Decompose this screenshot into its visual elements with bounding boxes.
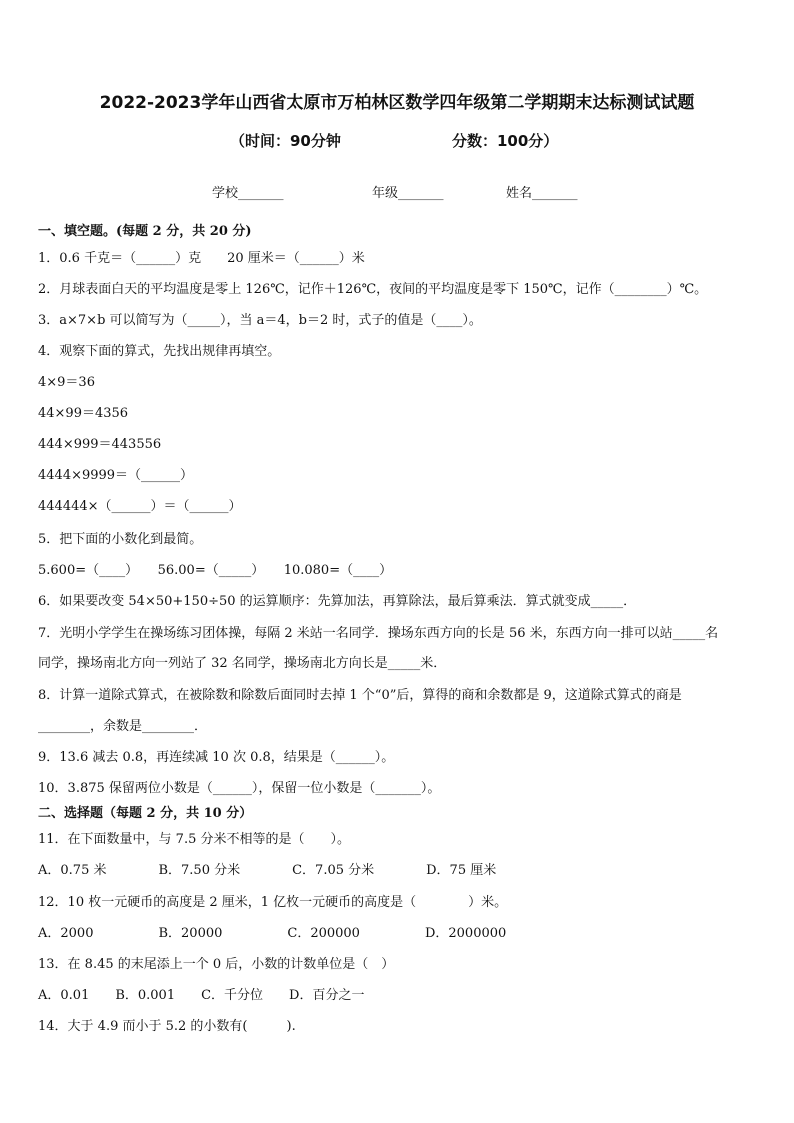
question-line: 11．在下面数量中，与 7.5 分米不相等的是（ ）。 [38,832,350,847]
section-heading: 二、选择题（每题 2 分，共 10 分） [38,806,253,821]
question-line: 13．在 8.45 的末尾添上一个 0 后，小数的计数单位是（ ） [38,957,395,972]
question-line: 1．0.6 千克＝（______）克 20 厘米＝（______）米 [38,251,365,266]
grade-field: 年级_______ [372,186,444,201]
question-line: A．2000 B．20000 C．200000 D．2000000 [38,926,507,941]
question-line: 2．月球表面白天的平均温度是零上 126℃，记作＋126℃，夜间的平均温度是零下 150℃，记作（________）℃。 [38,282,708,297]
question-line: 8．计算一道除式算式，在被除数和除数后面同时去掉 1 个“0”后，算得的商和余数都是 9，这道除式算式的商是 [38,688,682,703]
question-line: A．0.01 B．0.001 C．千分位 D．百分之一 [38,988,365,1003]
question-line: 44×99＝4356 [38,406,129,421]
question-line: 4．观察下面的算式，先找出规律再填空。 [38,344,281,359]
exam-time: （时间：90分钟 [230,132,341,150]
exam-title: 2022-2023学年山西省太原市万柏林区数学四年级第二学期期末达标测试试题 [99,93,695,113]
question-line: A．0.75 米 B．7.50 分米 C．7.05 分米 D．75 厘米 [38,863,497,878]
question-line: ________，余数是________． [38,719,208,734]
question-line: 5．把下面的小数化到最简。 [38,532,203,547]
question-line: 同学，操场南北方向一列站了 32 名同学，操场南北方向长是_____米． [38,656,447,671]
section-heading: 一、填空题。(每题 2 分，共 20 分) [38,224,252,239]
question-line: 3．a×7×b 可以简写为（_____），当 a＝4，b＝2 时，式子的值是（____）。 [38,313,482,328]
question-line: 6．如果要改变 54×50+150÷50 的运算顺序：先算加法，再算除法，最后算乘法．算式就变成_____． [38,594,637,609]
name-field: 姓名_______ [506,186,578,201]
question-line: 14．大于 4.9 而小于 5.2 的小数有( ). [38,1019,296,1034]
question-line: 9．13.6 减去 0.8，再连续减 10 次 0.8，结果是（______）。 [38,750,395,765]
question-line: 4×9＝36 [38,375,95,390]
question-line: 10．3.875 保留两位小数是（______），保留一位小数是（_______）。 [38,781,441,796]
school-field: 学校_______ [212,186,284,201]
exam-score: 分数：100分） [452,132,559,150]
question-line: 5.600=（____） 56.00=（_____） 10.080=（____） [38,563,393,578]
question-line: 7．光明小学学生在操场练习团体操，每隔 2 米站一名同学．操场东西方向的长是 56 米，东西方向一排可以站_____名 [38,626,719,641]
question-line: 4444×9999＝（______） [38,468,194,483]
question-line: 444×999＝443556 [38,437,162,452]
question-line: 12．10 枚一元硬币的高度是 2 厘米，1 亿枚一元硬币的高度是（ ）米。 [38,895,508,910]
question-line: 444444×（______）＝（______） [38,499,242,514]
